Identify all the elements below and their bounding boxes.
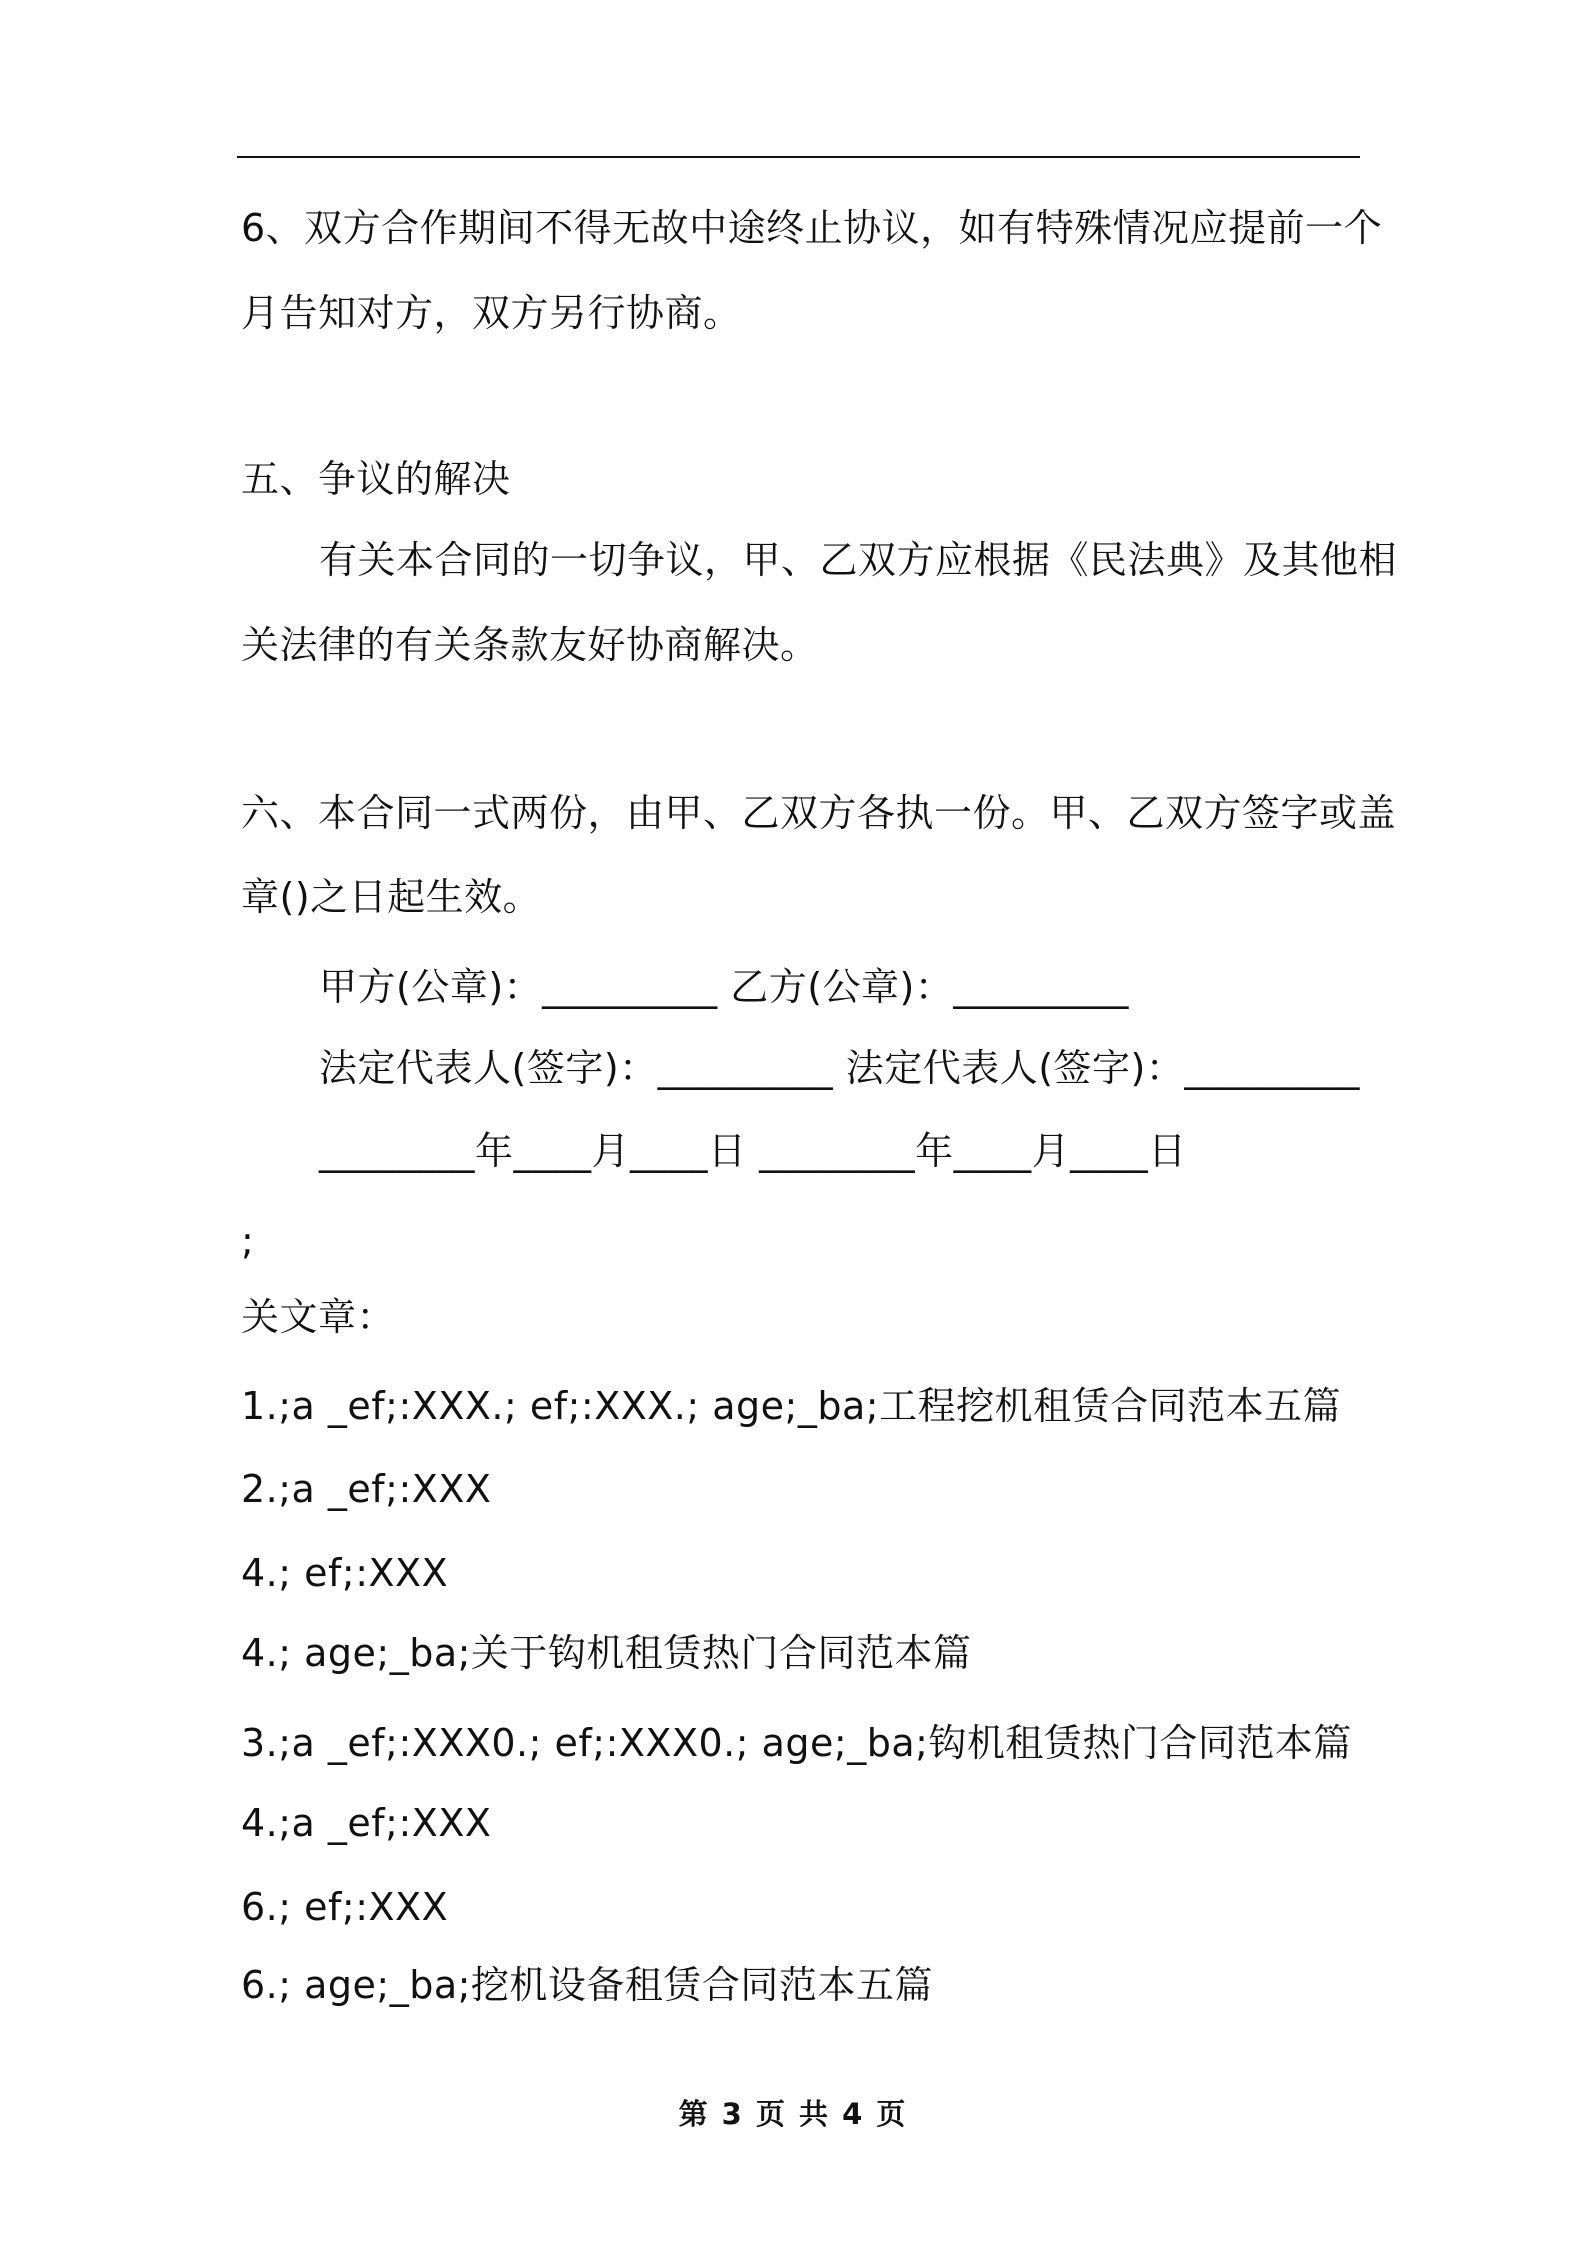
date-signature-line: ________年____月____日 ________年____月____日 [319,1129,1187,1173]
related-article-link[interactable]: 3.;a _ef;:XXX0.; ef;:XXX0.; age;_ba;钩机租赁热门合同范本篇 [241,1721,1352,1765]
clause-6-line-1: 6、双方合作期间不得无故中途终止协议，如有特殊情况应提前一个 [241,206,1383,250]
seal-signature-line: 甲方(公章)：_________ 乙方(公章)：_________ [319,965,1129,1009]
related-article-link[interactable]: 1.;a _ef;:XXX.; ef;:XXX.; age;_ba;工程挖机租赁合同范本五篇 [241,1384,1342,1428]
semicolon-text: ; [241,1219,255,1263]
section-5-heading: 五、争议的解决 [241,457,511,501]
related-article-link[interactable]: 4.; age;_ba;关于钩机租赁热门合同范本篇 [241,1631,972,1675]
page-number-footer: 第 3 页 共 4 页 [678,2097,908,2131]
related-article-link[interactable]: 2.;a _ef;:XXX [241,1467,492,1511]
related-article-link[interactable]: 6.; ef;:XXX [241,1885,449,1929]
related-article-link[interactable]: 6.; age;_ba;挖机设备租赁合同范本五篇 [241,1963,933,2007]
related-articles-heading: 关文章： [241,1295,396,1339]
header-rule [237,156,1360,158]
related-article-link[interactable]: 4.;a _ef;:XXX [241,1801,492,1845]
section-5-line-1: 有关本合同的一切争议，甲、乙双方应根据《民法典》及其他相 [319,538,1398,582]
representative-signature-line: 法定代表人(签字)：_________ 法定代表人(签字)：_________ [319,1046,1360,1090]
section-5-line-2: 关法律的有关条款友好协商解决。 [241,623,819,667]
section-6-line-2: 章()之日起生效。 [241,875,542,919]
related-article-link[interactable]: 4.; ef;:XXX [241,1551,449,1595]
section-6-line-1: 六、本合同一式两份，由甲、乙双方各执一份。甲、乙双方签字或盖 [241,791,1397,835]
clause-6-line-2: 月告知对方，双方另行协商。 [241,291,742,335]
